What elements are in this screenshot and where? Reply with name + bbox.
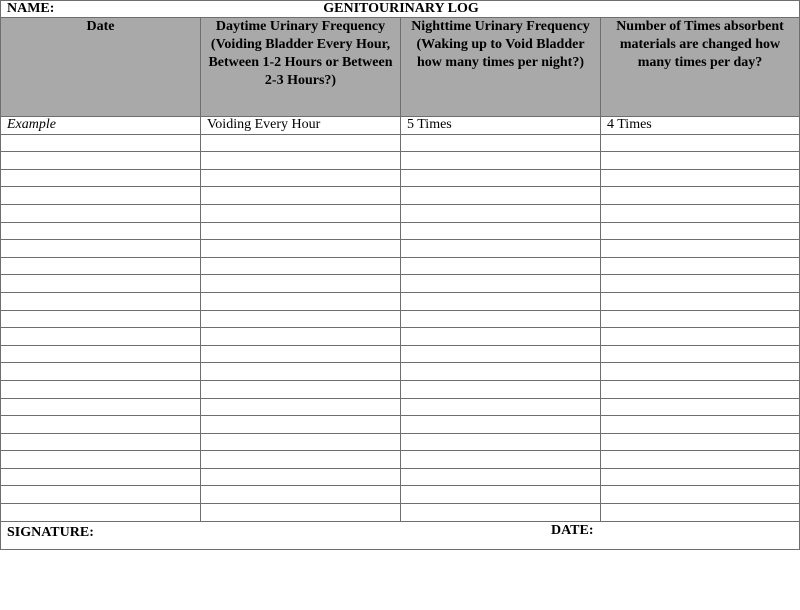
absorbent-cell[interactable] — [601, 433, 800, 451]
log-entry-row — [1, 345, 800, 363]
absorbent-cell[interactable] — [601, 416, 800, 434]
log-entry-row — [1, 504, 800, 522]
absorbent-cell[interactable] — [601, 257, 800, 275]
date-cell[interactable] — [1, 451, 201, 469]
example-nighttime-cell: 5 Times — [401, 117, 601, 135]
nighttime-cell[interactable] — [401, 169, 601, 187]
date-cell[interactable] — [1, 204, 201, 222]
date-cell[interactable] — [1, 363, 201, 381]
date-cell[interactable] — [1, 416, 201, 434]
daytime-cell[interactable] — [201, 152, 401, 170]
example-daytime-cell: Voiding Every Hour — [201, 117, 401, 135]
nighttime-cell[interactable] — [401, 433, 601, 451]
nighttime-cell[interactable] — [401, 380, 601, 398]
absorbent-cell[interactable] — [601, 345, 800, 363]
daytime-cell[interactable] — [201, 433, 401, 451]
date-cell[interactable] — [1, 275, 201, 293]
absorbent-cell[interactable] — [601, 222, 800, 240]
log-entry-row — [1, 363, 800, 381]
nighttime-cell[interactable] — [401, 257, 601, 275]
date-cell[interactable] — [1, 257, 201, 275]
daytime-cell[interactable] — [201, 222, 401, 240]
daytime-cell[interactable] — [201, 451, 401, 469]
daytime-cell[interactable] — [201, 134, 401, 152]
date-cell[interactable] — [1, 380, 201, 398]
date-cell[interactable] — [1, 134, 201, 152]
nighttime-cell[interactable] — [401, 398, 601, 416]
absorbent-cell[interactable] — [601, 152, 800, 170]
log-entry-row — [1, 451, 800, 469]
column-header-row — [1, 18, 800, 117]
title-row — [1, 1, 800, 18]
absorbent-cell[interactable] — [601, 187, 800, 205]
date-cell[interactable] — [1, 468, 201, 486]
date-cell[interactable] — [1, 504, 201, 522]
log-entry-row — [1, 257, 800, 275]
log-entry-row — [1, 486, 800, 504]
daytime-cell[interactable] — [201, 257, 401, 275]
absorbent-cell[interactable] — [601, 240, 800, 258]
date-cell[interactable] — [1, 187, 201, 205]
nighttime-cell[interactable] — [401, 275, 601, 293]
daytime-cell[interactable] — [201, 468, 401, 486]
absorbent-cell[interactable] — [601, 451, 800, 469]
nighttime-cell[interactable] — [401, 363, 601, 381]
log-entry-row — [1, 292, 800, 310]
date-cell[interactable] — [1, 152, 201, 170]
log-entry-row — [1, 468, 800, 486]
nighttime-cell[interactable] — [401, 468, 601, 486]
log-entry-row — [1, 169, 800, 187]
absorbent-cell[interactable] — [601, 468, 800, 486]
log-entry-row — [1, 204, 800, 222]
nighttime-cell[interactable] — [401, 204, 601, 222]
column-header-date: Date — [1, 18, 201, 117]
log-entry-row — [1, 310, 800, 328]
signature-field[interactable] — [1, 521, 800, 549]
column-header-daytime-frequency: Daytime Urinary Frequency (Voiding Bladder Every Hour, Between 1-2 Hours or Between 2-3 Hours?) — [201, 18, 401, 117]
daytime-cell[interactable] — [201, 275, 401, 293]
daytime-cell[interactable] — [201, 345, 401, 363]
log-entry-row — [1, 398, 800, 416]
date-cell[interactable] — [1, 345, 201, 363]
date-cell[interactable] — [1, 240, 201, 258]
daytime-cell[interactable] — [201, 328, 401, 346]
absorbent-cell[interactable] — [601, 363, 800, 381]
example-absorbent-cell: 4 Times — [601, 117, 800, 135]
absorbent-cell[interactable] — [601, 504, 800, 522]
date-cell[interactable] — [1, 328, 201, 346]
daytime-cell[interactable] — [201, 416, 401, 434]
nighttime-cell[interactable] — [401, 345, 601, 363]
daytime-cell[interactable] — [201, 310, 401, 328]
daytime-cell[interactable] — [201, 292, 401, 310]
name-field[interactable] — [1, 1, 800, 18]
daytime-cell[interactable] — [201, 486, 401, 504]
example-date-cell: Example — [1, 117, 201, 135]
absorbent-cell[interactable] — [601, 310, 800, 328]
absorbent-cell[interactable] — [601, 204, 800, 222]
log-entry-row — [1, 328, 800, 346]
log-entry-row — [1, 222, 800, 240]
nighttime-cell[interactable] — [401, 222, 601, 240]
nighttime-cell[interactable] — [401, 328, 601, 346]
signature-row — [1, 521, 800, 549]
date-cell[interactable] — [1, 433, 201, 451]
absorbent-cell[interactable] — [601, 398, 800, 416]
log-entry-row — [1, 152, 800, 170]
daytime-cell[interactable] — [201, 363, 401, 381]
log-entry-row — [1, 416, 800, 434]
form-title: GENITOURINARY LOG — [323, 1, 479, 16]
nighttime-cell[interactable] — [401, 416, 601, 434]
nighttime-cell[interactable] — [401, 240, 601, 258]
nighttime-cell[interactable] — [401, 310, 601, 328]
column-header-absorbent-changes: Number of Times absorbent materials are changed how many times per day? — [601, 18, 800, 117]
absorbent-cell[interactable] — [601, 275, 800, 293]
date-cell[interactable] — [1, 310, 201, 328]
log-entry-row — [1, 275, 800, 293]
absorbent-cell[interactable] — [601, 169, 800, 187]
date-cell[interactable] — [1, 486, 201, 504]
absorbent-cell[interactable] — [601, 292, 800, 310]
date-cell[interactable] — [1, 169, 201, 187]
daytime-cell[interactable] — [201, 504, 401, 522]
log-entry-row — [1, 240, 800, 258]
absorbent-cell[interactable] — [601, 134, 800, 152]
nighttime-cell[interactable] — [401, 152, 601, 170]
date-label: DATE: — [551, 522, 594, 538]
daytime-cell[interactable] — [201, 398, 401, 416]
log-entry-row — [1, 433, 800, 451]
name-label: NAME: — [7, 1, 55, 16]
log-entry-row — [1, 134, 800, 152]
nighttime-cell[interactable] — [401, 292, 601, 310]
date-cell[interactable] — [1, 398, 201, 416]
daytime-cell[interactable] — [201, 204, 401, 222]
daytime-cell[interactable] — [201, 187, 401, 205]
nighttime-cell[interactable] — [401, 504, 601, 522]
log-entry-row — [1, 380, 800, 398]
nighttime-cell[interactable] — [401, 451, 601, 469]
daytime-cell[interactable] — [201, 169, 401, 187]
daytime-cell[interactable] — [201, 240, 401, 258]
absorbent-cell[interactable] — [601, 380, 800, 398]
date-cell[interactable] — [1, 292, 201, 310]
absorbent-cell[interactable] — [601, 486, 800, 504]
signature-label: SIGNATURE: — [7, 524, 94, 540]
example-row — [1, 117, 800, 135]
nighttime-cell[interactable] — [401, 134, 601, 152]
absorbent-cell[interactable] — [601, 328, 800, 346]
daytime-cell[interactable] — [201, 380, 401, 398]
nighttime-cell[interactable] — [401, 486, 601, 504]
column-header-nighttime-frequency: Nighttime Urinary Frequency (Waking up to Void Bladder how many times per night?) — [401, 18, 601, 117]
date-cell[interactable] — [1, 222, 201, 240]
log-entry-row — [1, 187, 800, 205]
nighttime-cell[interactable] — [401, 187, 601, 205]
